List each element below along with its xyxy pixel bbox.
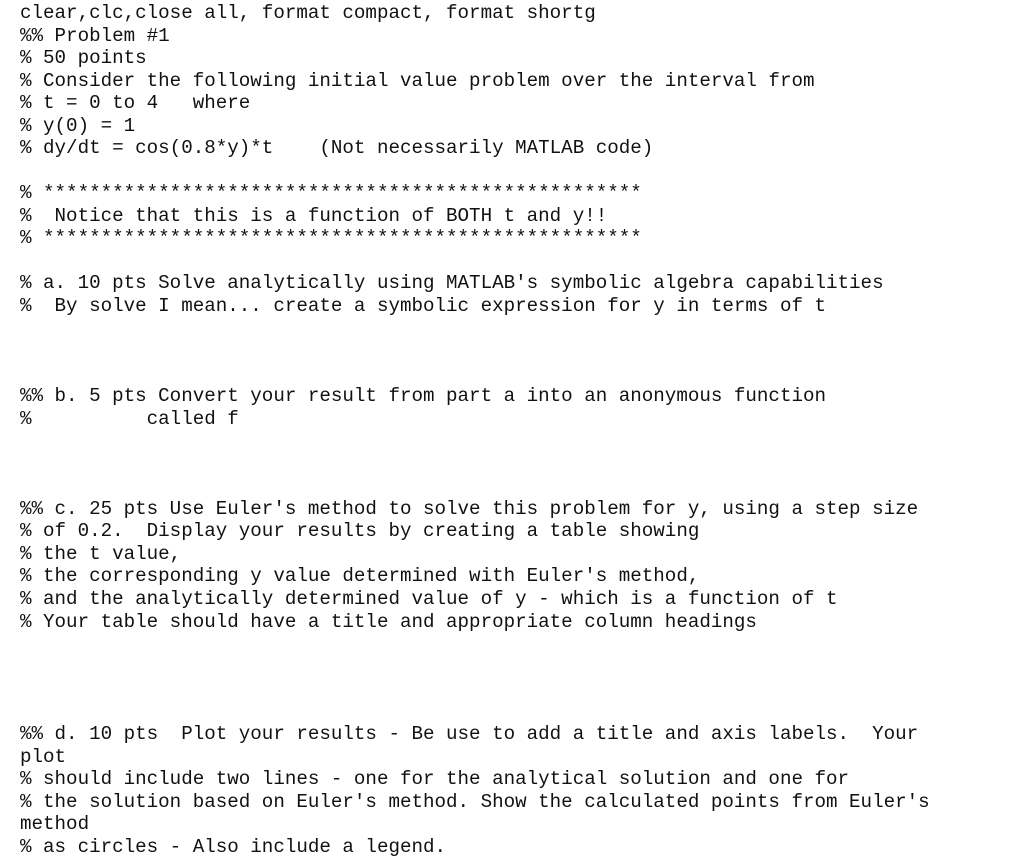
code-line[interactable]: % Consider the following initial value problem over the interval from bbox=[20, 70, 815, 92]
code-line[interactable]: % 50 points bbox=[20, 47, 147, 69]
code-line[interactable]: % called f bbox=[20, 408, 239, 430]
code-line[interactable]: % By solve I mean... create a symbolic expression for y in terms of t bbox=[20, 295, 827, 317]
code-line[interactable]: %% Problem #1 bbox=[20, 25, 170, 47]
code-line[interactable]: % as circles - Also include a legend. bbox=[20, 836, 447, 858]
code-line[interactable] bbox=[20, 160, 1010, 182]
code-line[interactable] bbox=[20, 362, 1010, 384]
code-line[interactable] bbox=[20, 453, 1010, 475]
code-line[interactable]: % of 0.2. Display your results by creating a table showing bbox=[20, 520, 700, 542]
code-line[interactable]: % a. 10 pts Solve analytically using MATLAB's symbolic algebra capabilities bbox=[20, 272, 884, 294]
code-line[interactable]: % y(0) = 1 bbox=[20, 115, 136, 137]
code-line[interactable]: % **************************************************** bbox=[20, 227, 642, 249]
code-line[interactable]: % should include two lines - one for the analytical solution and one for bbox=[20, 768, 850, 790]
code-line[interactable]: %% b. 5 pts Convert your result from part a into an anonymous function bbox=[20, 385, 827, 407]
code-line[interactable] bbox=[20, 317, 1010, 339]
code-line[interactable] bbox=[20, 633, 1010, 655]
code-line[interactable] bbox=[20, 250, 1010, 272]
code-line[interactable]: %% c. 25 pts Use Euler's method to solve this problem for y, using a step size bbox=[20, 498, 919, 520]
code-line[interactable]: %% d. 10 pts Plot your results - Be use to add a title and axis labels. Your bbox=[20, 723, 919, 745]
code-line[interactable] bbox=[20, 701, 1010, 723]
code-line[interactable]: % dy/dt = cos(0.8*y)*t (Not necessarily MATLAB code) bbox=[20, 137, 654, 159]
code-line[interactable]: % the solution based on Euler's method. Show the calculated points from Euler's bbox=[20, 791, 930, 813]
code-line[interactable]: % Notice that this is a function of BOTH t and y!! bbox=[20, 205, 608, 227]
code-line[interactable] bbox=[20, 340, 1010, 362]
code-line[interactable]: % the t value, bbox=[20, 543, 182, 565]
code-line[interactable]: plot bbox=[20, 746, 67, 768]
code-line[interactable]: % t = 0 to 4 where bbox=[20, 92, 251, 114]
code-line[interactable]: % Your table should have a title and appropriate column headings bbox=[20, 611, 757, 633]
code-line[interactable] bbox=[20, 475, 1010, 497]
code-line[interactable]: % and the analytically determined value of y - which is a function of t bbox=[20, 588, 838, 610]
code-line[interactable] bbox=[20, 430, 1010, 452]
code-line[interactable]: % the corresponding y value determined with Euler's method, bbox=[20, 565, 700, 587]
code-line[interactable]: clear,clc,close all, format compact, format shortg bbox=[20, 2, 596, 24]
code-line[interactable] bbox=[20, 678, 1010, 700]
code-line[interactable]: % **************************************************** bbox=[20, 182, 642, 204]
code-line[interactable] bbox=[20, 656, 1010, 678]
code-line[interactable]: method bbox=[20, 813, 90, 835]
